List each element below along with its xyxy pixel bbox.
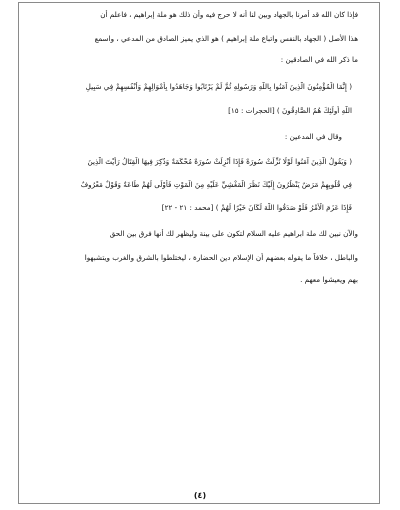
paragraph-line-4: والآن نبين لك ملة ابراهيم عليه السلام لتكون على بينة وليظهر لك أنها فرق بين الحق	[109, 229, 358, 238]
paragraph-line-2: هذا الأصل ( الجهاد بالنفس واتباع ملة إبراهيم ) هو الذي يميز الصادق من المدعي ، واسمع	[94, 34, 358, 43]
paragraph-line-6: بهم ويعيشوا معهم .	[300, 275, 358, 284]
quran-verse-line-1: ( إِنَّمَا الْمُؤْمِنُونَ الَّذِينَ آمَنُوا بِاللَّهِ وَرَسُولِهِ ثُمَّ لَمْ يَرْتَابُوا وَجَاهَدُوا بِأَمْوَالِهِمْ وَأَنْفُسِهِمْ فِي سَبِيلِ	[85, 82, 352, 91]
paragraph-line-5: والباطل ، خلافاً ما يقوله بعضهم أن الإسلام دين الحضارة ، ليختلطوا بالشرق والغرب ويتشبهوا	[84, 253, 358, 262]
paragraph-line-3: ما ذكر الله في الصادقين :	[280, 55, 358, 64]
page-number: (٤)	[193, 491, 207, 500]
paragraph-line-1: فإذا كان الله قد أمرنا بالجهاد وبين لنا أنه لا حرج فيه وأن ذلك هو ملة إبراهيم ، فاعلم أن	[100, 10, 358, 19]
quran-verse-line-4: فِي قُلُوبِهِمْ مَرَضٌ يَنْظُرُونَ إِلَيْكَ نَظَرَ الْمَغْشِيِّ عَلَيْهِ مِنَ الْمَوْتِ فَأَوْلَى لَهُمْ طَاعَةٌ وَقَوْلٌ مَعْرُوفٌ	[80, 180, 352, 189]
quran-verse-line-5: فَإِذَا عَزَمَ الْأَمْرُ فَلَوْ صَدَقُوا اللَّهَ لَكَانَ خَيْرًا لَهُمْ ) [محمد : ٢١ - ٢٢]	[161, 203, 352, 212]
quran-verse-line-3: ( وَيَقُولُ الَّذِينَ آمَنُوا لَوْلَا نُزِّلَتْ سُورَةٌ فَإِذَا أُنْزِلَتْ سُورَةٌ مُحْكَمَةٌ وَذُكِرَ فِيهَا الْقِتَالُ رَأَيْتَ الَّذِينَ	[87, 157, 352, 166]
section-intro-line: وقال في المدعين :	[284, 132, 342, 141]
quran-verse-line-2: اللَّهِ أُولَئِكَ هُمُ الصَّادِقُونَ ) [الحجرات : ١٥]	[228, 106, 352, 115]
